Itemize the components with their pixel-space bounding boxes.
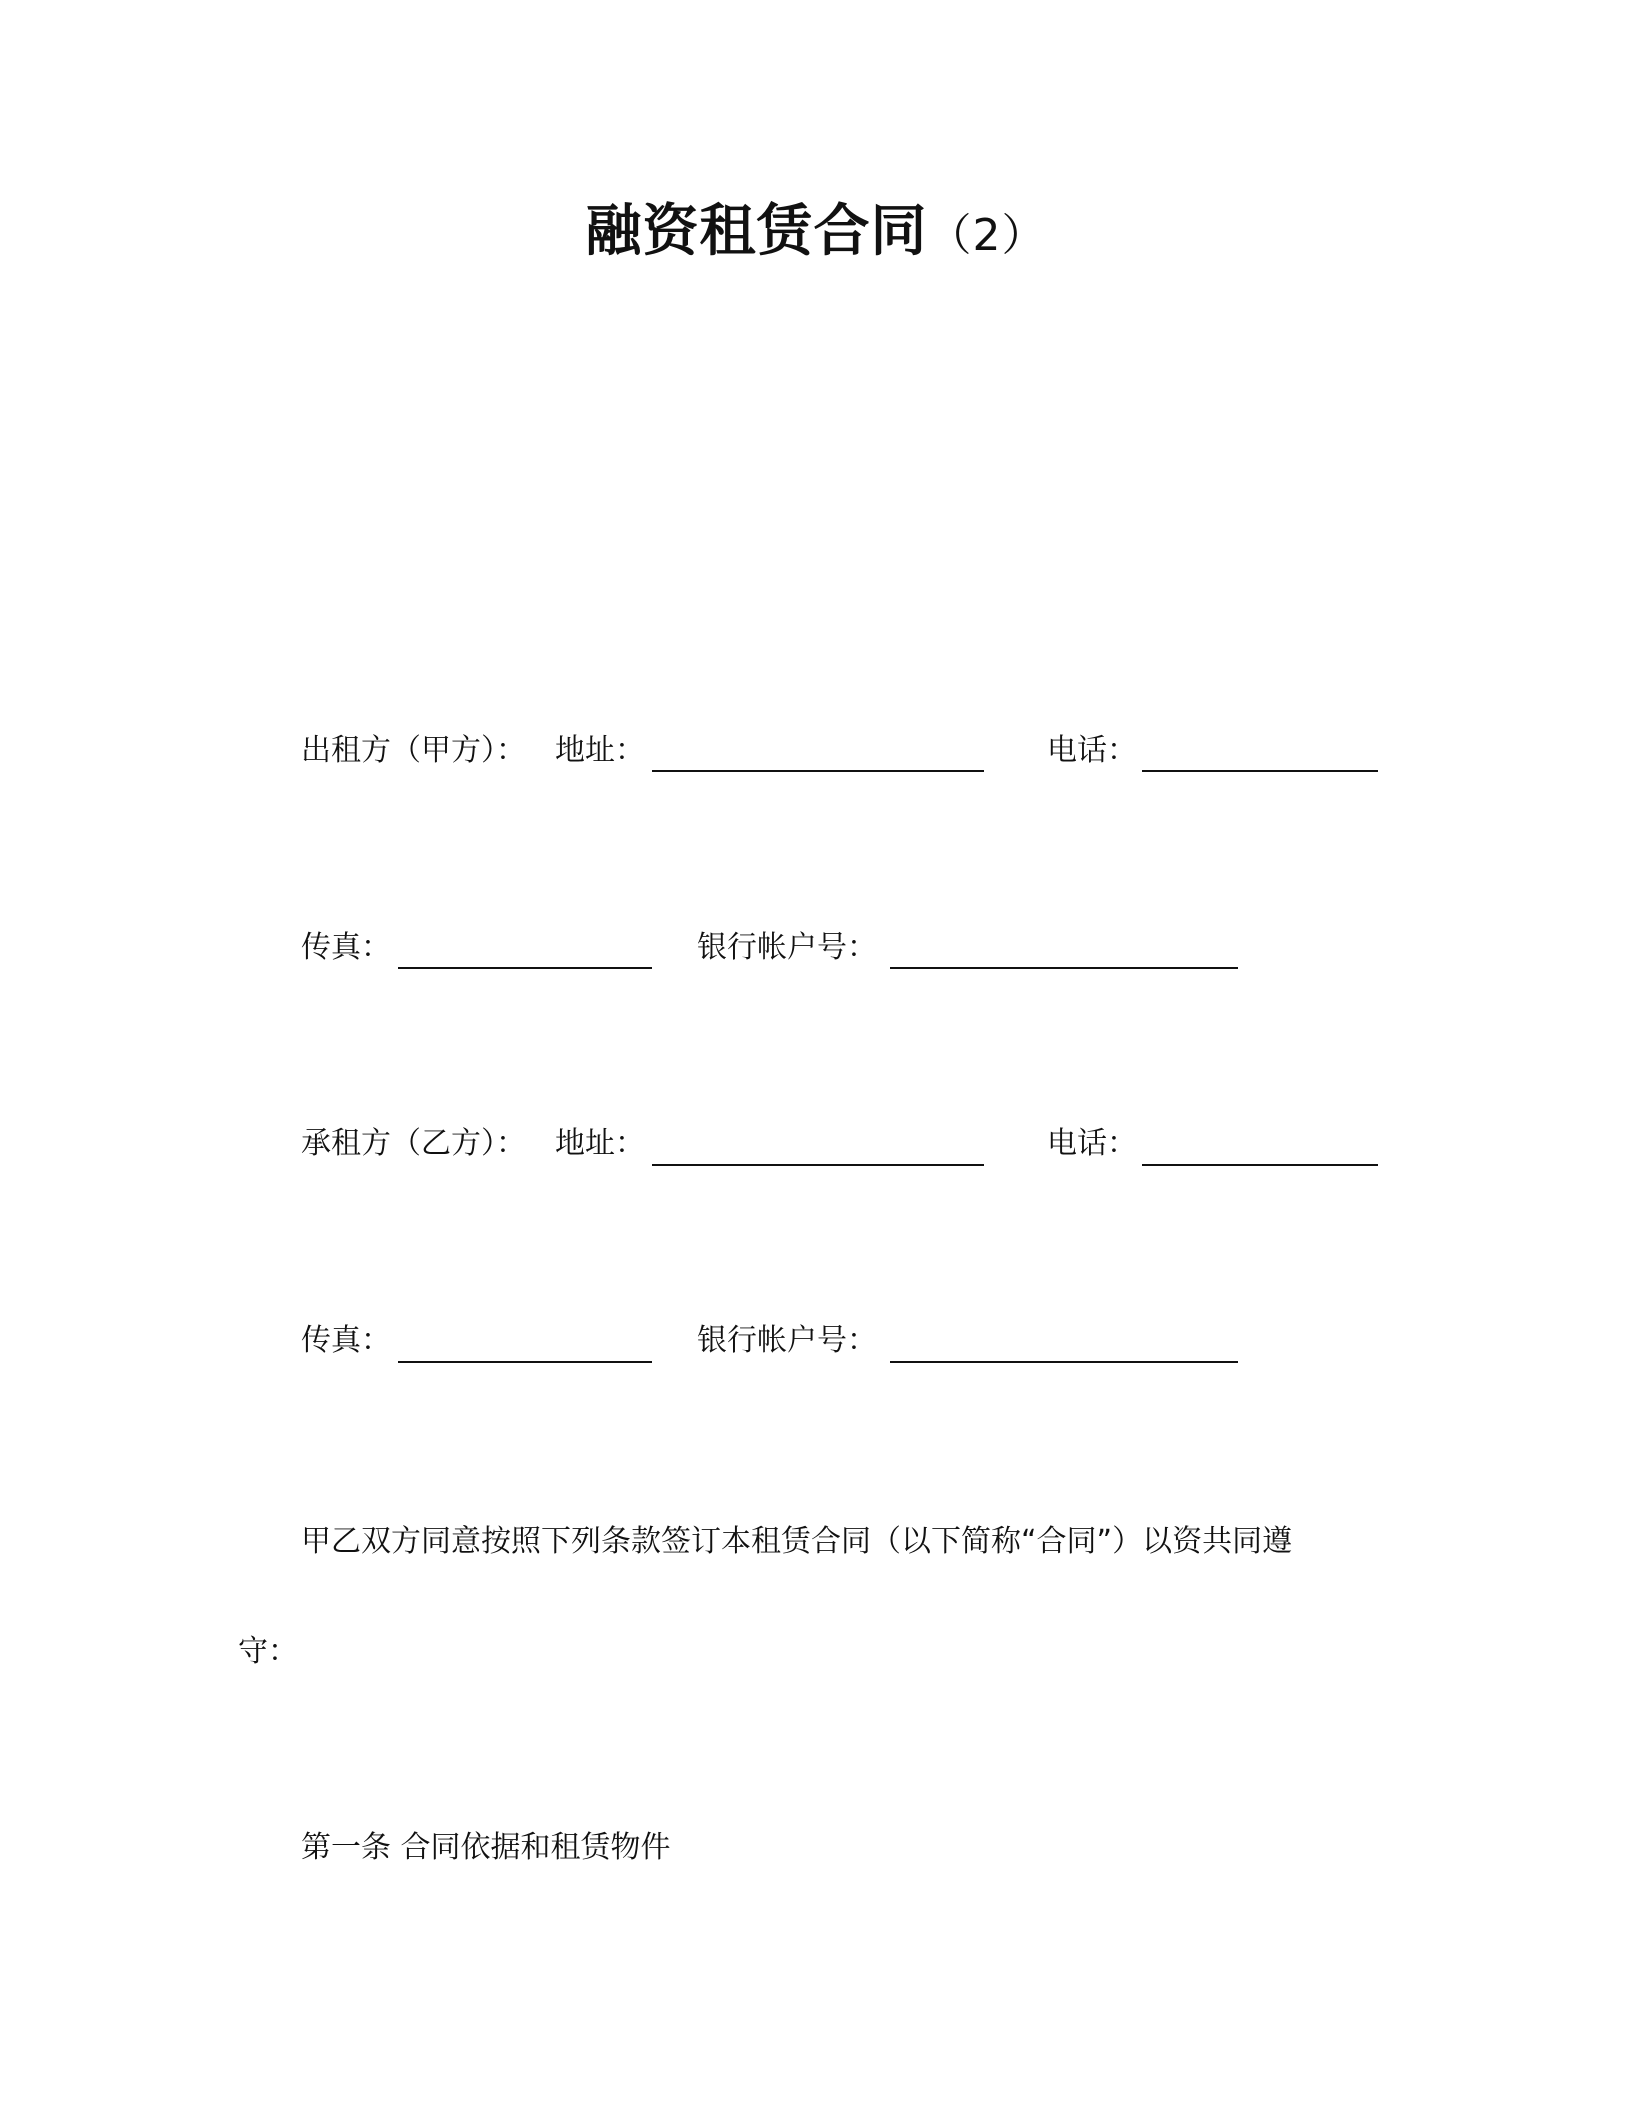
lessee-fax-field[interactable] [398,1361,652,1363]
lessor-address-field[interactable] [652,770,984,772]
document-title [0,196,1632,272]
agreement-paragraph-line2: 守： [238,1634,298,1669]
lessor-party-label: 出租方（甲方）： [301,733,526,768]
lessee-address-field[interactable] [652,1164,984,1166]
lessor-bank-label: 银行帐户号： [697,930,877,965]
lessee-phone-field[interactable] [1142,1164,1378,1166]
lessee-bank-field[interactable] [890,1361,1238,1363]
lessor-fax-field[interactable] [398,967,652,969]
lessor-fax-label: 传真： [301,930,391,965]
title-text: 融资租赁合同 [585,199,928,264]
lessor-phone-label: 电话： [1047,733,1137,768]
lessee-phone-label: 电话： [1047,1126,1137,1161]
lessor-phone-field[interactable] [1142,770,1378,772]
lessee-fax-label: 传真： [301,1323,391,1358]
lessor-address-label: 地址： [555,733,645,768]
lessee-party-label: 承租方（乙方）： [301,1126,526,1161]
title-suffix: （2） [927,210,1047,261]
agreement-paragraph-line1: 甲乙双方同意按照下列条款签订本租赁合同（以下简称“合同”）以资共同遵 [301,1524,1293,1559]
article-1-heading: 第一条 合同依据和租赁物件 [301,1830,671,1865]
lessee-address-label: 地址： [555,1126,645,1161]
lessee-bank-label: 银行帐户号： [697,1323,877,1358]
lessor-bank-field[interactable] [890,967,1238,969]
